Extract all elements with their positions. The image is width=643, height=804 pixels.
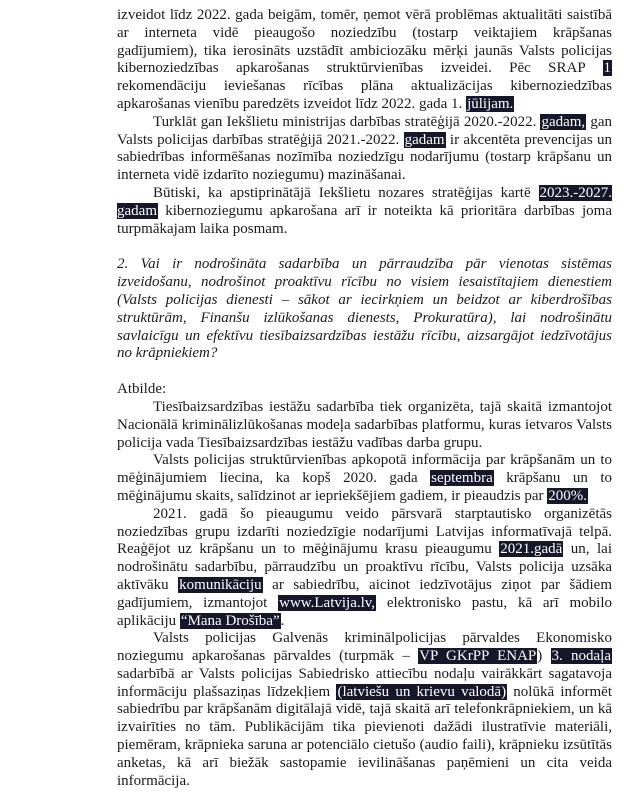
para-cyber-unit-deadline [117, 7, 612, 114]
highlighted-text: www.Latvija.lv, [279, 594, 376, 611]
highlighted-text: gadam [404, 131, 445, 148]
para-strategy-map [117, 185, 612, 238]
text-run: 2. Vai ir nodrošināta sadarbība un pārraudzība pār vienotas sistēmas izveidošanu, nodrošinot proaktīvu rīcību no visiem iesaistītajiem dienestiem (Valsts policijas dienesti – sākot ar iecirkņiem un beidzot ar kiberdrošības struktūrām, Finanšu izlūkošanas dienests, Prokuratūra), lai nodrošinātu savlaicīgu un efektīvu tiesībaizsardzības iestāžu rīcību, aizsargājot iedzīvotājus no krāpniekiem? [117, 256, 612, 362]
highlighted-text: gadam, [541, 113, 586, 130]
highlighted-text: (latviešu un krievu valodā) [337, 683, 507, 700]
highlighted-text: komunikāciju [179, 576, 262, 593]
highlighted-text: jūlijam. [467, 95, 514, 112]
para-fraud-statistics [117, 452, 612, 505]
highlighted-text: 2021.gadā [500, 541, 563, 558]
text-run: izveidot līdz 2022. gada beigām, tomēr, ņemot vērā problēmas aktualitāti saistībā ar interneta vidē pieaugošo noziedzību (tostarp veiktajiem krāpšanas gadījumiem), tika ierosināts uzstādīt ambiciozāku mērķi jaunās Valsts policijas kibernoziedzības apkarošanas struktūrvienības izveidei. Pēc SRAP [117, 7, 612, 77]
para-2021-increase [117, 506, 612, 631]
text-run: rekomendāciju ieviešanas rīcības plāna aktualizācijas kibernoziedzības apkarošanas vienību paredzēts izveidot līdz 2022. gada 1. [117, 78, 612, 112]
answer-label [117, 381, 612, 399]
para-cooperation-platform [117, 399, 612, 452]
highlighted-text: 3. nodaļa [551, 648, 612, 665]
text-run: Valsts policijas Galvenās kriminālpolicijas pārvaldes Ekonomisko noziegumu apkarošanas pārvaldes (turpmāk – [117, 630, 612, 665]
text-run: elektronisko pastu, kā arī mobilo aplikāciju [117, 594, 612, 629]
text-run: Būtiski, ka apstiprinātājā Iekšlietu nozares stratēģijas kartē [153, 184, 539, 201]
document-body [117, 7, 612, 790]
text-run: Turklāt gan Iekšlietu ministrijas darbības stratēģijā 2020.-2022. [153, 113, 541, 130]
highlighted-text: 1 [603, 60, 611, 77]
text-run: sadarbībā ar Valsts policijas Sabiedrisko attiecību nodaļu vairākkārt sagatavoja informāciju plašsaziņas līdzekļiem [117, 665, 612, 700]
text-run: kibernoziegumu apkarošana arī ir noteikta kā prioritāra darbības joma turpmākajam laika posmam. [117, 202, 612, 237]
highlighted-text: 200%. [548, 487, 588, 504]
para-enap-communication [117, 630, 612, 790]
text-run: Tiesībaizsardzības iestāžu sadarbība tiek organizēta, tajā skaitā izmantojot Nacionālā kriminālizlūkošanas modeļa sadarbības platformu, kuras ietvaros Valsts policija vada Tiesībaizsardzības iestāžu vadības darba grupu. [117, 398, 612, 451]
text-run: gan Valsts policijas darbības stratēģijā 2021.-2022. [117, 113, 612, 148]
text-run: . [280, 612, 285, 629]
highlighted-text: “Mana Drošība” [180, 612, 280, 629]
highlighted-text: septembra [431, 470, 493, 487]
text-run: nolūkā informēt sabiedrību par krāpšanām digitālajā vidē, tajā skaitā arī telefonkrāpniekiem, un kā izvairīties no tām. Publikācijām tika pievienoti dažādi ilustratīvie materiāli, piemēram, krāpnieka saruna ar potenciālo cietušo (audio faili), krāpnieku izsūtītās anketas, kā arī biežāk sastopamie ievilināšanas paņēmieni un cita veida informācija. [117, 683, 613, 789]
text-run: ir akcentēta prevencijas un sabiedrības informēšanas nozīmība noziedzīgu nodarījumu (tostarp krāpšanu un interneta vidē izdarīto noziegumu) mazināšanai. [117, 131, 612, 184]
text-run: krāpšanu un to mēģinājumu skaits, salīdzinot ar iepriekšējiem gadiem, ir pieaudzis par [117, 470, 612, 504]
text-run: 2021. gadā šo pieaugumu veido pārsvarā starptautisko organizētās noziedzības grupu izdarīti noziedzīgie nodarījumi Latvijas informatīvajā telpā. Reaģējot uz krāpšanu un to mēģinājumu krasu pieaugumu [117, 505, 612, 558]
highlighted-text: 2023.-2027. gadam [117, 184, 612, 219]
text-run: un, lai nodrošinātu sadarbību, pārraudzību un proaktīvu rīcību, Valsts policija uzsāka aktīvāku [117, 541, 612, 593]
para-strategies [117, 114, 612, 185]
highlighted-text: VP GKrPP ENAP [419, 648, 537, 665]
text-run: ar sabiedrību, aicinot iedzīvotājus ziņot par šādiem gadījumiem, izmantojot [117, 576, 612, 611]
text-run: Valsts policijas struktūrvienības apkopotā informācija par krāpšanām un to mēģinājumiem liecina, ka kopš 2020. gada [117, 452, 612, 487]
text-run: ) [537, 648, 551, 665]
text-run: Atbilde: [117, 381, 167, 398]
question-2 [117, 256, 612, 363]
